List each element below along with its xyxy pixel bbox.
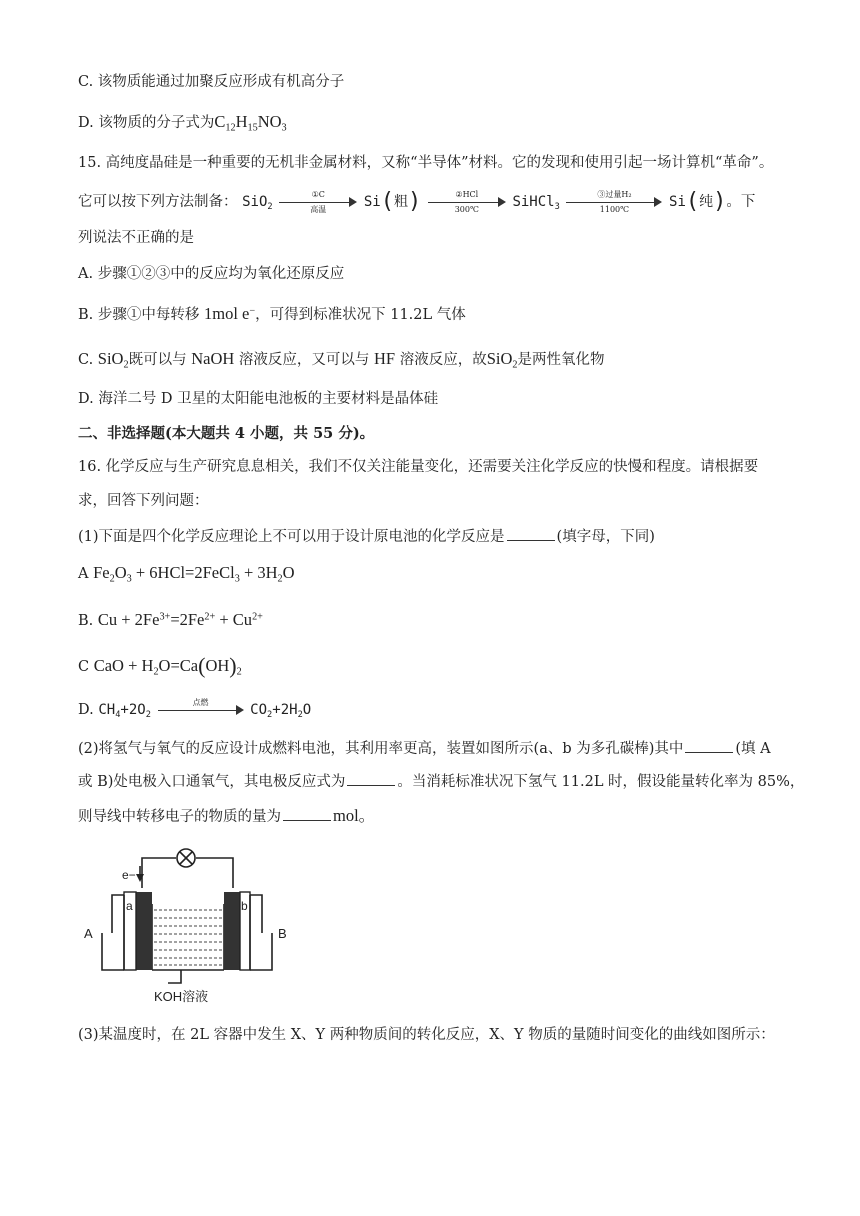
formula-hf: HF: [374, 349, 396, 368]
arrow-step2-condition: 300℃: [454, 205, 479, 214]
question-16-part1: [78, 528, 655, 546]
section-2-heading: 二、非选择题(本大题共 4 小题，共 55 分)。: [78, 425, 375, 442]
scheme-label: 它可以按下列方法制备：: [78, 194, 238, 210]
formula-c12h15no3: $C_{12}H_{15}NO_3$: [214, 112, 287, 134]
part2-text2: (填 A: [735, 741, 771, 757]
fuel-cell-diagram: [78, 838, 308, 1008]
question-15-scheme: [78, 189, 755, 215]
inlet-a-label: A: [84, 926, 93, 941]
option-15b: [78, 304, 466, 324]
formula-sio2: SiO$_2$: [242, 194, 273, 213]
electrode-a-label: a: [126, 899, 133, 913]
reaction-b: [78, 610, 263, 630]
reaction-d: [78, 700, 311, 720]
option-15c-text2: 溶液反应，又可以与: [238, 352, 370, 368]
arrow-step2: [428, 192, 506, 212]
electrode-a: [136, 892, 152, 970]
option-15c-text1: 既可以与: [128, 352, 187, 368]
reaction-a-label: A: [78, 566, 89, 582]
question-16-line1: 16. 化学反应与生产研究息息相关，我们不仅关注能量变化，还需要关注化学反应的快慢和程度。请根据要: [78, 459, 759, 475]
option-15b-text: B. 步骤①中每转移: [78, 307, 200, 323]
question-16-part2-l2: [78, 773, 804, 791]
electron-label: e−: [122, 868, 136, 882]
electrode-b-label: b: [241, 899, 248, 913]
formula-naoh: NaOH: [191, 349, 235, 368]
arrow-step1-condition: 高温: [310, 205, 327, 214]
option-15b-tail: ，可得到标准状况下 11.2L 气体: [255, 307, 466, 323]
formula-sio2-c1: SiO$_2$: [97, 349, 129, 371]
part2-text3: 或 B)处电极入口通氧气，其电极反应式为: [78, 774, 346, 790]
arrow-step3: [566, 192, 662, 212]
question-16-part2-l1: [78, 740, 771, 758]
inlet-b-label: B: [278, 926, 287, 941]
reaction-c-label: C: [78, 659, 90, 675]
question-16-part3: (3)某温度时，在 2L 容器中发生 X、Y 两种物质间的转化反应，X、Y 物质的量随时间变化的曲线如图所示：: [78, 1027, 775, 1043]
option-15c-text4: 是两性氧化物: [517, 352, 605, 368]
arrow-step2-reagent: ②HCl: [455, 190, 479, 199]
formula-sihcl3: SiHCl$_3$: [512, 194, 560, 213]
arrow-ignite: [158, 700, 244, 720]
reaction-d-lhs: $CH_4+2O_2$: [98, 702, 151, 721]
part2-text1: (2)将氢气与氧气的反应设计成燃料电池，其利用率更高，装置如图所示(a、b 为多孔碳棒)其中: [78, 741, 684, 757]
option-15c-label: C.: [78, 352, 94, 368]
part1-text: (1)下面是四个化学反应理论上不可以用于设计原电池的化学反应是: [78, 529, 505, 545]
answer-blank-4[interactable]: [283, 808, 331, 821]
question-15-ask: 列说法不正确的是: [78, 230, 194, 246]
koh-solution-label: KOH溶液: [154, 989, 209, 1004]
arrow-step1: [279, 192, 357, 212]
scheme-tail: 。下: [726, 194, 756, 210]
option-14d-text: D. 该物质的分子式为: [78, 115, 215, 131]
reaction-d-label: D.: [78, 702, 94, 718]
reaction-d-rhs: $CO_2+2H_2O$: [250, 702, 312, 721]
part1-tail: (填字母，下同): [556, 529, 655, 545]
answer-blank-2[interactable]: [685, 740, 733, 753]
formula-sio2-c2: SiO$_2$: [486, 349, 518, 371]
reaction-c: [78, 653, 242, 679]
arrow-step3-condition: 1100℃: [599, 205, 630, 214]
part2-text4: 。当消耗标准状况下氢气 11.2L 时，假设能量转化率为 85%，: [397, 774, 805, 790]
question-16-part2-l3: [78, 806, 375, 826]
question-16-line2: 求，回答下列问题：: [78, 493, 209, 509]
option-15d: D. 海洋二号 D 卫星的太阳能电池板的主要材料是晶体硅: [78, 391, 439, 407]
answer-blank-1[interactable]: [507, 528, 555, 541]
electrode-b: [224, 892, 240, 970]
reaction-b-label: B.: [78, 613, 94, 629]
reaction-b-equation: $Cu + 2Fe^{3+}=2Fe^{2+} + Cu^{2+}$: [97, 610, 263, 629]
reaction-a: [78, 563, 295, 586]
reaction-a-equation: $Fe_2O_3$ + 6HCl=2FeCl$_3$ + $3H_2O$: [93, 563, 295, 585]
question-15-intro: 15. 高纯度晶硅是一种重要的无机非金属材料，又称“半导体”材料。它的发现和使用引起一场计算机“革命”。: [78, 155, 774, 171]
formula-si-pure: Si(纯): [669, 189, 727, 214]
reaction-c-equation: CaO + $H_2O=Ca(OH)_2$: [93, 653, 242, 678]
answer-blank-3[interactable]: [347, 773, 395, 786]
arrow-step3-reagent: ③过量H₂: [597, 190, 632, 199]
option-15c-text3: 溶液反应，故: [399, 352, 487, 368]
arrow-ignite-condition: 点燃: [192, 698, 209, 707]
part2-unit: mol。: [333, 806, 376, 825]
formula-1mol-e: 1mol e−: [203, 304, 256, 323]
option-14c: C. 该物质能通过加聚反应形成有机高分子: [78, 74, 345, 90]
arrow-step1-reagent: ①C: [311, 190, 325, 199]
formula-si-crude: Si(粗): [363, 189, 422, 214]
option-15a: A. 步骤①②③中的反应均为氧化还原反应: [78, 266, 345, 282]
part2-text5: 则导线中转移电子的物质的量为: [78, 809, 281, 825]
option-15c: [78, 349, 605, 372]
option-14d: [78, 112, 287, 135]
